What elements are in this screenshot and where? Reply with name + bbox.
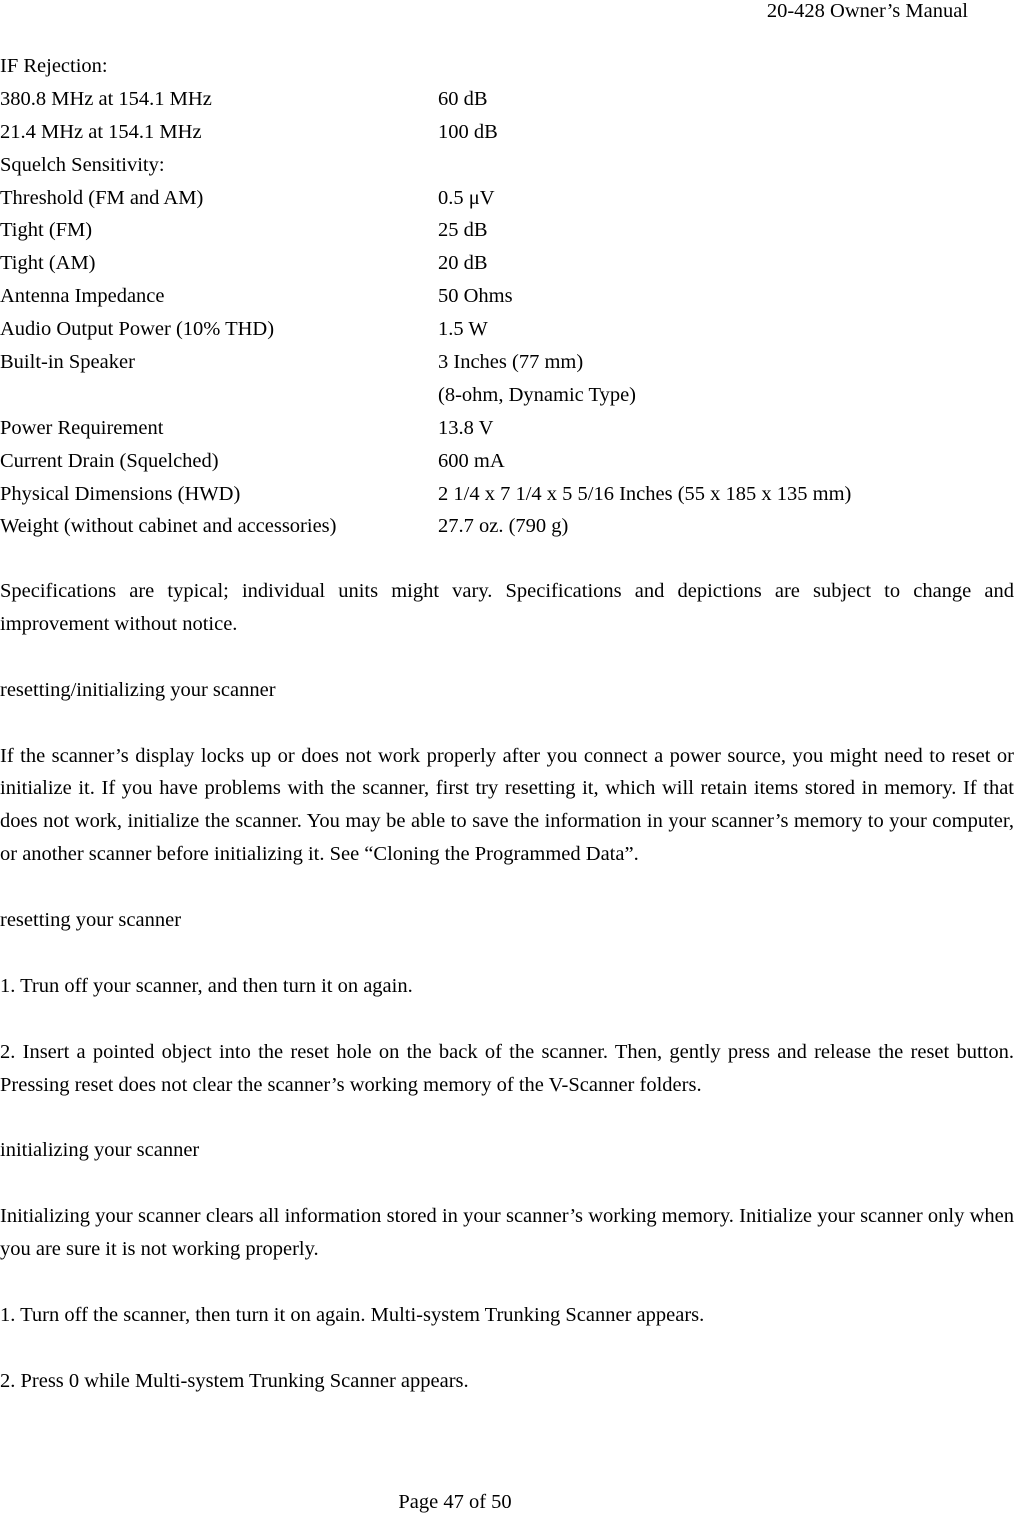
page-header: 20-428 Owner’s Manual [766,0,968,22]
spec-value: 20 dB [438,252,488,275]
spec-label: 380.8 MHz at 154.1 MHz [0,87,212,110]
spec-value: 50 Ohms [438,285,513,308]
reset-step-1: 1. Trun off your scanner, and then turn it on again. [0,974,413,997]
spec-value: 1.5 W [438,318,488,341]
spec-value: 60 dB [438,87,488,110]
disclaimer-paragraph: Specifications are typical; individual units might vary. Specifications and depictions are subject to change and improvement without notice. [0,580,1014,635]
spec-row [0,379,1014,412]
spec-label: Audio Output Power (10% THD) [0,318,275,341]
spec-row [0,50,1014,83]
section-heading-reset-initialize: resetting/initializing your scanner [0,678,276,701]
spec-value: (8-ohm, Dynamic Type) [438,383,637,406]
spec-value: 600 mA [438,449,505,472]
spec-row [0,478,1014,511]
spec-value: 0.5 μV [438,186,495,209]
spec-value: 3 Inches (77 mm) [438,351,584,374]
section-heading-reset: resetting your scanner [0,909,182,932]
spec-label: Tight (AM) [0,252,96,275]
initialize-step-1: 1. Turn off the scanner, then turn it on again. Multi-system Trunking Scanner appears. [0,1303,705,1326]
initialize-intro-paragraph: Initializing your scanner clears all information stored in your scanner’s working memory. Initialize your scanner only when you are sure it is not working properly. [0,1205,1014,1261]
spec-row [0,214,1014,247]
specifications-table [0,50,1014,543]
page-number: Page 47 of 50 [398,1491,512,1513]
spec-label: Physical Dimensions (HWD) [0,482,241,505]
spec-label: Weight (without cabinet and accessories) [0,515,337,538]
reset-step-2: 2. Insert a pointed object into the reset hole on the back of the scanner. Then, gently press and release the reset button. Pressing reset does not clear the scanner’s working memory of the V-Scanner folders. [0,1040,1014,1096]
spec-row [0,510,1014,543]
spec-label: IF Rejection: [0,55,108,77]
spec-row [0,116,1014,149]
spec-label: Tight (FM) [0,219,93,242]
spec-label: Built-in Speaker [0,351,135,374]
spec-value [438,149,1014,182]
body-content [0,575,1014,1398]
spec-label: 21.4 MHz at 154.1 MHz [0,120,202,143]
spec-label: Antenna Impedance [0,285,165,308]
spec-row [0,346,1014,379]
spec-row [0,412,1014,445]
spec-value [438,50,1014,83]
spec-row [0,313,1014,346]
spec-row [0,149,1014,182]
spec-value: 25 dB [438,219,488,242]
spec-label: Power Requirement [0,416,164,439]
spec-row [0,445,1014,478]
section-heading-initialize: initializing your scanner [0,1139,200,1162]
spec-label: Threshold (FM and AM) [0,186,204,209]
spec-label: Current Drain (Squelched) [0,449,219,472]
spec-value: 2 1/4 x 7 1/4 x 5 5/16 Inches (55 x 185 x 135 mm) [438,482,852,505]
spec-row [0,280,1014,313]
spec-label [0,379,438,412]
spec-value: 100 dB [438,120,498,143]
spec-row [0,182,1014,215]
spec-row [0,247,1014,280]
spec-label: Squelch Sensitivity: [0,153,165,176]
spec-row [0,83,1014,116]
intro-paragraph: If the scanner’s display locks up or does not work properly after you connect a power source, you might need to reset or initialize it. If you have problems with the scanner, first try resetting it, which will retain items stored in memory. If that does not work, initialize the scanner. You may be able to save the information in your scanner’s memory to your computer, or another scanner before initializing it. See “Cloning the Programmed Data”. [0,744,1014,866]
spec-value: 13.8 V [438,416,494,439]
initialize-step-2: 2. Press 0 while Multi-system Trunking Scanner appears. [0,1369,469,1392]
spec-value: 27.7 oz. (790 g) [438,515,569,538]
